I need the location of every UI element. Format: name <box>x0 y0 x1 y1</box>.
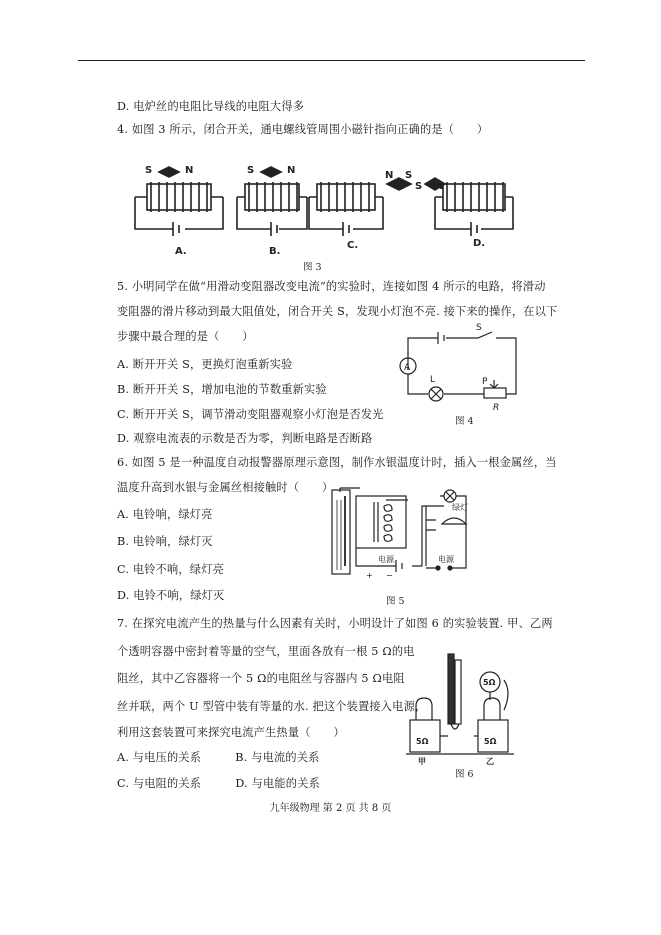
q7-options-ab: A. 与电压的关系 B. 与电流的关系 <box>117 751 320 764</box>
fig6-yi-label: 乙 <box>486 757 494 766</box>
fig6-outer-resistor-label: 5Ω <box>483 678 496 687</box>
q6-option-b: B. 电铃响，绿灯灭 <box>117 535 213 548</box>
fig3-a-magnet-n: N <box>185 165 194 176</box>
svg-text:−: − <box>386 571 393 580</box>
fig3-c-magnet-s: S <box>405 170 413 181</box>
page-footer: 九年级物理 第 2 页 共 8 页 <box>269 803 392 814</box>
fig5-power2-label: 电源 <box>438 555 454 564</box>
fig4-caption: 图 4 <box>455 416 474 427</box>
q7-stem-line5: 利用这套装置可来探究电流产生热量（ ） <box>117 726 345 739</box>
fig6-jia-resistor-label: 5Ω <box>416 737 429 746</box>
svg-text:+: + <box>366 571 373 580</box>
figure-5 <box>326 486 478 590</box>
q6-option-c: C. 电铃不响，绿灯亮 <box>117 563 224 576</box>
header-rule <box>78 60 585 61</box>
figure-4 <box>398 322 523 412</box>
fig3-d-magnet-s: S <box>415 181 423 192</box>
fig6-jia-label: 甲 <box>418 757 426 766</box>
fig3-label-d: D. <box>473 238 486 249</box>
fig6-caption: 图 6 <box>455 769 474 780</box>
fig3-label-b: B. <box>269 246 281 257</box>
fig4-rheostat-label: R <box>493 403 500 412</box>
fig4-switch-label: S <box>476 323 482 333</box>
fig3-option-b-solenoid <box>237 167 307 236</box>
fig4-slider-label: P <box>482 377 488 387</box>
q7-stem-line1: 7. 在探究电流产生的热量与什么因素有关时，小明设计了如图 6 的实验装置. 甲、乙两 <box>117 617 553 630</box>
q6-stem-line1: 6. 如图 5 是一种温度自动报警器原理示意图，制作水银温度计时，插入一根金属丝，当 <box>117 456 557 469</box>
q7-options-cd: C. 与电阻的关系 D. 与电能的关系 <box>117 777 320 790</box>
fig3-option-a-solenoid <box>135 167 223 236</box>
q5-stem-line1: 5. 小明同学在做“用滑动变阻器改变电流”的实验时，连接如图 4 所示的电路，将滑动 <box>117 280 546 293</box>
fig4-lamp-label: L <box>430 375 436 385</box>
q5-option-b: B. 断开开关 S，增加电池的节数重新实验 <box>117 383 327 396</box>
figure-3 <box>125 158 520 270</box>
q7-stem-line2: 个透明容器中密封着等量的空气，里面各放有一根 5 Ω的电 <box>117 645 415 658</box>
fig3-label-c: C. <box>347 240 359 251</box>
fig4-ammeter-label: A <box>404 363 411 373</box>
fig3-caption: 图 3 <box>303 262 322 273</box>
q6-option-d: D. 电铃不响，绿灯灭 <box>117 589 225 602</box>
q5-option-d: D. 观察电流表的示数是否为零，判断电路是否断路 <box>117 432 373 445</box>
q7-stem-line4: 丝并联，两个 U 型管中装有等量的水. 把这个装置接入电源， <box>117 700 427 713</box>
fig5-caption: 图 5 <box>386 596 405 607</box>
fig5-power1-label: 电源 <box>378 555 394 564</box>
q3-option-d: D. 电炉丝的电阻比导线的电阻大得多 <box>117 100 305 113</box>
q6-stem-line2: 温度升高到水银与金属丝相接触时（ ） <box>117 481 334 494</box>
fig3-a-magnet-s: S <box>145 165 153 176</box>
fig3-option-c-solenoid <box>309 178 411 236</box>
fig5-green-lamp-label: 绿灯 <box>452 503 468 512</box>
q5-option-c: C. 断开开关 S，调节滑动变阻器观察小灯泡是否发光 <box>117 408 384 421</box>
figure-6 <box>404 650 516 768</box>
fig3-d-magnet-n: N <box>435 181 444 192</box>
fig3-b-magnet-n: N <box>287 165 296 176</box>
q4-stem: 4. 如图 3 所示，闭合开关，通电螺线管周围小磁针指向正确的是（ ） <box>117 123 489 136</box>
q7-stem-line3: 阻丝，其中乙容器将一个 5 Ω的电阻丝与容器内 5 Ω电阻 <box>117 672 405 685</box>
q5-stem-line2: 变阻器的滑片移动到最大阻值处，闭合开关 S，发现小灯泡不亮. 接下来的操作，在以下 <box>117 305 558 318</box>
fig6-yi-resistor-label: 5Ω <box>484 737 497 746</box>
fig3-label-a: A. <box>175 246 187 257</box>
q5-option-a: A. 断开开关 S，更换灯泡重新实验 <box>117 358 293 371</box>
q6-option-a: A. 电铃响，绿灯亮 <box>117 508 213 521</box>
fig3-c-magnet-n: N <box>385 170 394 181</box>
q5-stem-line3: 步骤中最合理的是（ ） <box>117 330 254 343</box>
fig3-b-magnet-s: S <box>247 165 255 176</box>
